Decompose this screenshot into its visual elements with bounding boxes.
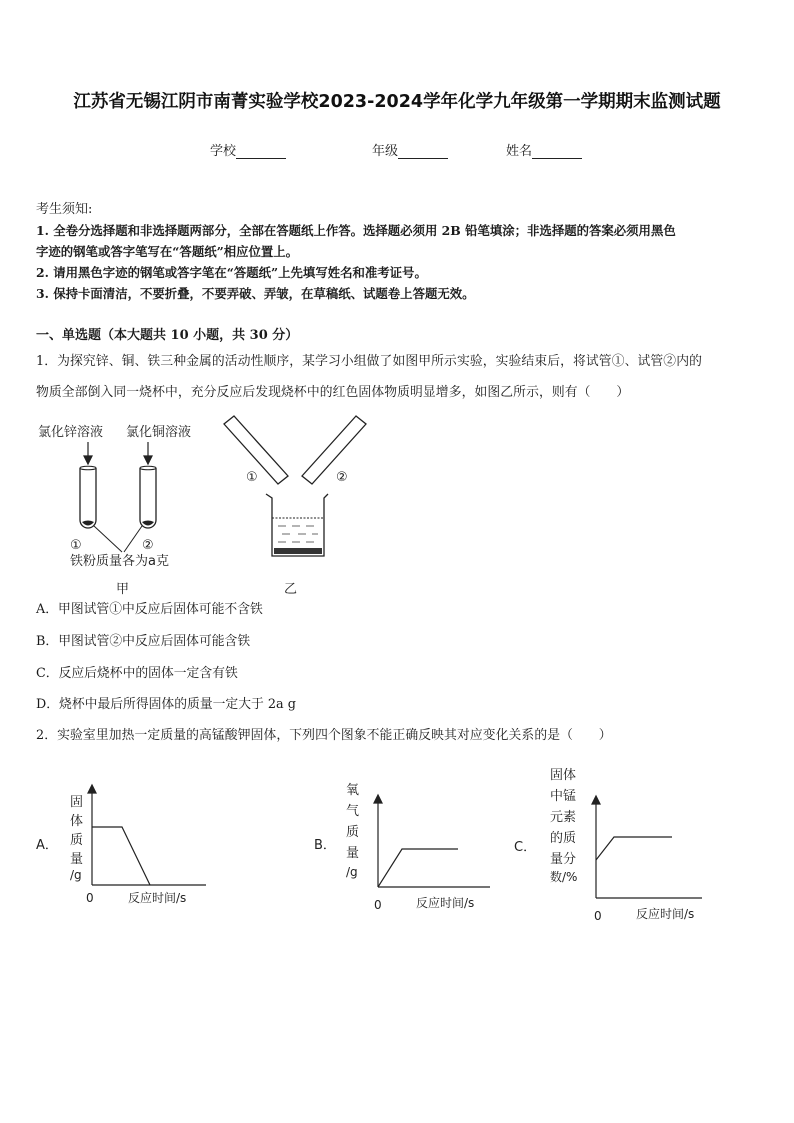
- graph-c-xlabel: 反应时间/s: [636, 907, 695, 921]
- graph-c[interactable]: [512, 762, 712, 927]
- q1-option-d[interactable]: D．烧杯中最后所得固体的质量一定大于 2a g: [36, 697, 296, 712]
- tube-1-label: ①: [70, 538, 82, 553]
- notice-line-1b: 字迹的钢笔或答字笔写在“答题纸”相应位置上。: [36, 244, 299, 259]
- grade-label: 年级: [372, 144, 399, 159]
- section-heading: 一、单选题（本大题共 10 小题，共 30 分）: [36, 328, 299, 343]
- graph-a-line: [92, 827, 150, 885]
- graph-b-ylabel-4: 量: [346, 846, 360, 861]
- q2-stem: 2．实验室里加热一定质量的高锰酸钾固体，下列四个图象不能正确反映其对应变化关系的是（ ）: [36, 728, 612, 743]
- graph-c-ylabel-6: 数/%: [550, 870, 578, 884]
- name-label: 姓名: [506, 144, 533, 159]
- graph-b-ylabel-2: 气: [346, 804, 360, 819]
- q1-option-a[interactable]: A．甲图试管①中反应后固体可能不含铁: [36, 602, 263, 617]
- graph-a-xlabel: 反应时间/s: [128, 891, 187, 905]
- graph-b-axes: [374, 795, 490, 887]
- figure-yi-label: 乙: [284, 582, 298, 597]
- graph-a-ylabel-3: 质: [70, 833, 84, 848]
- graph-c-ylabel-1: 固体: [550, 768, 577, 783]
- graph-a-ylabel-5: /g: [70, 868, 82, 882]
- graph-a-letter: A．: [36, 838, 58, 853]
- graph-b-origin: 0: [374, 898, 382, 912]
- tube-2-label: ②: [142, 538, 154, 553]
- graph-b[interactable]: [312, 775, 502, 920]
- notice-line-1a: 1. 全卷分选择题和非选择题两部分，全部在答题纸上作答。选择题必须用 2B 铅笔填涂；非选择题的答案必须用黑色: [36, 223, 676, 238]
- q1-figure: [30, 412, 390, 602]
- graph-b-ylabel-1: 氧: [346, 783, 360, 798]
- grade-field[interactable]: [372, 140, 448, 159]
- name-blank: [532, 145, 582, 159]
- graph-c-origin: 0: [594, 909, 602, 923]
- dropper-arrows: [84, 442, 152, 464]
- iron-pointer-lines: [94, 526, 142, 552]
- graph-a-axes: [88, 785, 206, 885]
- exam-title: 江苏省无锡江阴市南菁实验学校2023-2024学年化学九年级第一学期期末监测试题: [73, 92, 721, 112]
- graph-c-axes: [592, 796, 702, 898]
- graph-b-line: [378, 849, 458, 887]
- name-field[interactable]: [506, 140, 582, 159]
- school-label: 学校: [210, 144, 237, 159]
- graph-a[interactable]: [30, 775, 220, 915]
- label-zinc-chloride: 氯化锌溶液: [38, 425, 104, 440]
- grade-blank: [398, 145, 448, 159]
- graph-c-letter: C．: [514, 840, 537, 855]
- school-field[interactable]: [210, 140, 286, 159]
- notice-heading: 考生须知:: [36, 202, 93, 217]
- graph-c-ylabel-3: 元素: [550, 810, 577, 825]
- graph-c-ylabel-5: 量分: [550, 852, 577, 867]
- beaker: [266, 494, 328, 556]
- notice-line-2: 2. 请用黑色字迹的钢笔或答字笔在“答题纸”上先填写姓名和准考证号。: [36, 265, 427, 280]
- graph-c-ylabel-4: 的质: [550, 831, 577, 846]
- graph-a-ylabel-4: 量: [70, 852, 84, 867]
- graph-c-ylabel-2: 中锰: [550, 789, 577, 804]
- q1-option-b[interactable]: B．甲图试管②中反应后固体可能含铁: [36, 634, 251, 649]
- test-tube-1: [80, 466, 96, 528]
- notice-line-3: 3. 保持卡面清洁，不要折叠，不要弄破、弄皱，在草稿纸、试题卷上答题无效。: [36, 286, 475, 301]
- graph-c-line: [596, 837, 672, 860]
- school-blank: [236, 145, 286, 159]
- pour-tube-2-label: ②: [336, 470, 348, 485]
- q1-stem-line2: 物质全部倒入同一烧杯中，充分反应后发现烧杯中的红色固体物质明显增多，如图乙所示，则有（ ）: [36, 385, 630, 400]
- test-tube-2: [140, 466, 156, 528]
- figure-jia-label: 甲: [116, 582, 130, 597]
- iron-mass-label: 铁粉质量各为a克: [70, 554, 169, 569]
- graph-b-ylabel-5: /g: [346, 865, 358, 879]
- pouring-tube-2: [302, 416, 366, 484]
- pour-tube-1-label: ①: [246, 470, 258, 485]
- graph-b-ylabel-3: 质: [346, 825, 360, 840]
- q1-option-c[interactable]: C．反应后烧杯中的固体一定含有铁: [36, 666, 238, 681]
- graph-a-ylabel-1: 固: [70, 795, 84, 810]
- q1-stem-line1: 1．为探究锌、铜、铁三种金属的活动性顺序，某学习小组做了如图甲所示实验，实验结束后，将试管①、试管②内的: [36, 354, 702, 369]
- label-copper-chloride: 氯化铜溶液: [126, 425, 192, 440]
- graph-a-ylabel-2: 体: [70, 814, 84, 829]
- graph-b-xlabel: 反应时间/s: [416, 896, 475, 910]
- graph-a-origin: 0: [86, 891, 94, 905]
- graph-b-letter: B．: [314, 838, 336, 853]
